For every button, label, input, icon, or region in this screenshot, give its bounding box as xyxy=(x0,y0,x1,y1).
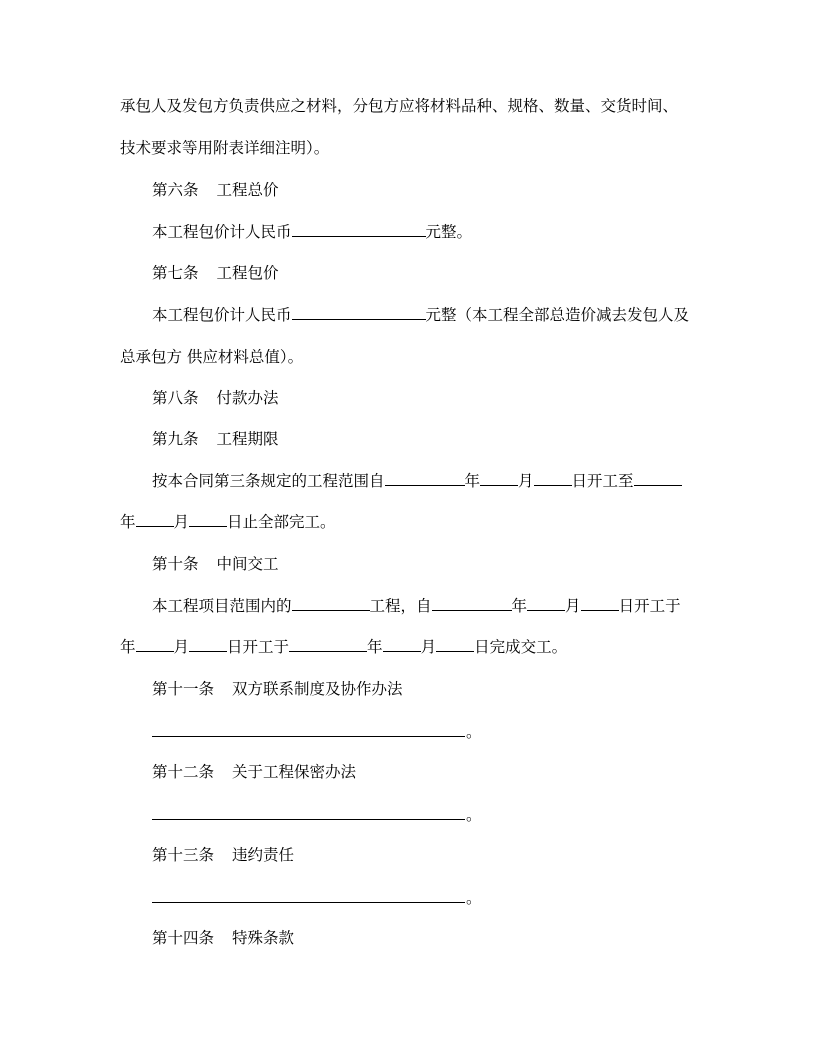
fill-in-blank xyxy=(480,471,518,486)
fill-in-blank xyxy=(385,471,465,486)
period: 。 xyxy=(466,889,482,907)
article-heading-10 xyxy=(152,554,700,574)
article-title: 双方联系制度及协作办法 xyxy=(232,680,403,698)
body-text: 日开工至 xyxy=(571,472,634,490)
body-text: 月 xyxy=(518,472,534,490)
fill-in-blank xyxy=(292,222,426,237)
period: 。 xyxy=(466,806,482,824)
article-body-7 xyxy=(152,305,700,325)
article-body-9 xyxy=(152,471,700,491)
body-text: 日开工于 xyxy=(227,638,290,656)
fill-in-blank xyxy=(189,512,227,527)
paragraph-line xyxy=(120,637,700,657)
body-text: 本工程项目范围内的 xyxy=(152,597,292,615)
article-heading-6 xyxy=(152,180,700,200)
body-text: 日开工于 xyxy=(618,597,681,615)
fill-in-blank xyxy=(581,596,619,611)
body-text: 日完成交工。 xyxy=(474,638,568,656)
body-text: 年 xyxy=(120,513,136,531)
paragraph-line xyxy=(120,512,700,532)
fill-in-blank xyxy=(436,637,474,652)
body-text: 年 xyxy=(464,472,481,490)
body-text: 日止全部完工。 xyxy=(227,513,336,531)
article-number: 第十条 xyxy=(152,555,199,573)
article-heading-12 xyxy=(152,762,700,782)
fill-in-blank xyxy=(292,596,370,611)
fill-in-blank xyxy=(383,637,421,652)
fill-in-line xyxy=(152,902,465,903)
article-title: 特殊条款 xyxy=(232,929,295,947)
article-title: 工程总价 xyxy=(216,181,279,199)
article-title: 违约责任 xyxy=(232,846,295,864)
fill-in-line xyxy=(152,819,465,820)
article-body-6 xyxy=(152,222,700,242)
article-heading-11 xyxy=(152,679,700,699)
fill-in-blank xyxy=(534,471,572,486)
body-text: 年 xyxy=(120,638,136,656)
fill-in-blank xyxy=(527,596,565,611)
article-number: 第十四条 xyxy=(152,929,215,947)
article-number: 第九条 xyxy=(152,430,199,448)
article-number: 第七条 xyxy=(152,264,199,282)
article-title: 中间交工 xyxy=(216,555,279,573)
body-text: 月 xyxy=(173,513,190,531)
body-text: 本工程包价计人民币 xyxy=(152,306,292,324)
article-number: 第十三条 xyxy=(152,846,215,864)
paragraph-line: 技术要求等用附表详细注明）。 xyxy=(120,139,330,157)
article-number: 第十二条 xyxy=(152,763,215,781)
article-number: 第十一条 xyxy=(152,680,215,698)
fill-in-blank xyxy=(634,471,682,486)
article-title: 关于工程保密办法 xyxy=(232,763,357,781)
fill-in-blank xyxy=(136,637,174,652)
body-text: 本工程包价计人民币 xyxy=(152,223,292,241)
article-number: 第六条 xyxy=(152,181,199,199)
fill-in-blank xyxy=(432,596,512,611)
body-text: 月 xyxy=(173,638,190,656)
article-heading-14 xyxy=(152,928,700,948)
fill-in-blank xyxy=(292,305,426,320)
article-number: 第八条 xyxy=(152,389,199,407)
article-heading-8 xyxy=(152,388,700,408)
body-text: 工程，自 xyxy=(369,597,432,615)
paragraph-line: 承包人及发包方负责供应之材料，分包方应将材料品种、规格、数量、交货时间、 xyxy=(120,97,679,115)
article-title: 工程期限 xyxy=(216,430,279,448)
fill-in-blank xyxy=(289,637,367,652)
body-text: 月 xyxy=(420,638,437,656)
article-title: 付款办法 xyxy=(216,389,279,407)
article-heading-9 xyxy=(152,429,700,449)
fill-in-line xyxy=(152,736,465,737)
article-body-10 xyxy=(152,596,700,616)
article-title: 工程包价 xyxy=(216,264,279,282)
article-heading-13 xyxy=(152,845,700,865)
body-text: 按本合同第三条规定的工程范围自 xyxy=(152,472,385,490)
body-text: 元整。 xyxy=(425,223,473,241)
body-text: 月 xyxy=(565,597,581,615)
body-text: 元整（本工程全部总造价减去发包人及 xyxy=(425,306,690,324)
body-text: 年 xyxy=(367,638,383,656)
period: 。 xyxy=(466,723,482,741)
article-heading-7 xyxy=(152,263,700,283)
fill-in-blank xyxy=(189,637,227,652)
paragraph-line: 总承包方 供应材料总值）。 xyxy=(120,348,304,366)
fill-in-blank xyxy=(136,512,174,527)
body-text: 年 xyxy=(511,597,528,615)
